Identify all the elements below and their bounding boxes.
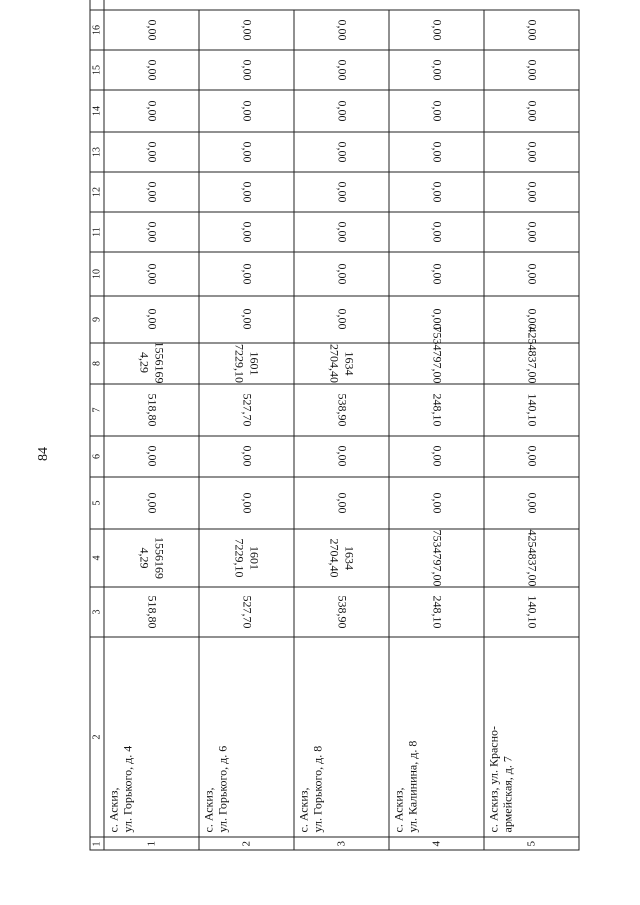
value-text: 0,00: [144, 263, 159, 285]
value-cell: [199, 296, 294, 343]
value-cell: [389, 50, 484, 90]
value-text: 140,10: [524, 595, 539, 629]
value-text: 0,00: [429, 446, 444, 467]
value-cell: [484, 587, 579, 637]
value-text: 0,00: [239, 309, 254, 330]
value-cell: [104, 587, 199, 637]
column-number: 9: [90, 296, 104, 343]
value-cell: [104, 477, 199, 529]
value-cell: [484, 326, 579, 384]
address-cell: с. Аскиз, ул. Горького, д. 4: [104, 637, 199, 837]
value-text: 1556169 4,29: [137, 537, 166, 579]
value-cell: [389, 212, 484, 252]
value-text: 0,00: [524, 221, 539, 243]
value-text: 0,00: [334, 181, 349, 203]
value-cell: [104, 343, 199, 384]
value-cell: [484, 477, 579, 529]
value-cell: [484, 529, 579, 587]
value-text: 0,00: [144, 492, 159, 514]
value-cell: [389, 252, 484, 296]
value-text: 0,00: [524, 100, 539, 122]
table-row: [294, 0, 389, 850]
value-cell: [294, 343, 389, 384]
value-cell: [199, 587, 294, 637]
value-text: 0,00: [429, 100, 444, 122]
value-text: 7534797,00: [429, 326, 444, 384]
value-text: 0,00: [334, 221, 349, 243]
value-text: 248,10: [429, 393, 444, 427]
value-cell: [294, 50, 389, 90]
column-number: 2: [90, 637, 104, 837]
value-text: 1556169 4,29: [137, 341, 166, 384]
value-cell: [484, 252, 579, 296]
row-number-cell: 5: [484, 837, 579, 850]
value-cell: [104, 90, 199, 132]
value-cell: [104, 50, 199, 90]
value-text: 0,00: [239, 141, 254, 163]
value-cell: [104, 212, 199, 252]
value-text: 4254837,00: [524, 529, 539, 587]
value-cell: [199, 212, 294, 252]
value-cell: [199, 132, 294, 172]
value-cell: [389, 10, 484, 50]
value-cell: [294, 90, 389, 132]
value-text: 0,00: [239, 181, 254, 203]
value-cell: [294, 172, 389, 212]
value-text: 0,00: [429, 492, 444, 514]
value-text: 0,00: [524, 263, 539, 285]
value-text: 0,00: [239, 59, 254, 81]
column-number: 4: [90, 529, 104, 587]
value-cell: [104, 252, 199, 296]
column-number: 8: [90, 343, 104, 384]
value-text: 0,00: [239, 19, 254, 41]
value-text: 0,00: [524, 59, 539, 81]
column-number-row: [90, 0, 104, 850]
value-cell: [484, 212, 579, 252]
table-row: [389, 0, 484, 850]
column-number: 10: [90, 252, 104, 296]
value-text: 0,00: [239, 100, 254, 122]
row-number-cell: 2: [199, 837, 294, 850]
value-cell: [104, 384, 199, 436]
column-number: 6: [90, 436, 104, 477]
value-cell: [389, 587, 484, 637]
value-cell: [389, 326, 484, 384]
value-cell: [294, 587, 389, 637]
value-text: 0,00: [144, 59, 159, 81]
value-cell: [484, 50, 579, 90]
value-text: 0,00: [429, 59, 444, 81]
value-cell: [484, 132, 579, 172]
row-number-cell: 4: [389, 837, 484, 850]
value-text: 0,00: [334, 19, 349, 41]
value-text: 538,90: [334, 595, 349, 629]
value-text: 0,00: [334, 446, 349, 467]
column-number: 13: [90, 132, 104, 172]
address-cell: с. Аскиз, ул. Калинина, д. 8: [389, 637, 484, 837]
value-text: 0,00: [524, 141, 539, 163]
value-cell: [104, 529, 199, 587]
value-cell: [199, 477, 294, 529]
value-cell: [104, 436, 199, 477]
value-text: 7534797,00: [429, 529, 444, 587]
column-number: 14: [90, 90, 104, 132]
column-number: 7: [90, 384, 104, 436]
value-text: 0,00: [429, 309, 444, 330]
value-cell: [484, 172, 579, 212]
value-text: 248,10: [429, 595, 444, 629]
value-cell: [484, 10, 579, 50]
value-cell: [104, 296, 199, 343]
table-row: [199, 0, 294, 850]
value-cell: [294, 10, 389, 50]
value-cell: [199, 252, 294, 296]
value-text: 1601 7229,10: [232, 538, 261, 578]
value-text: 0,00: [524, 181, 539, 203]
value-text: 527,70: [239, 393, 254, 427]
value-text: 0,00: [144, 221, 159, 243]
value-cell: [294, 212, 389, 252]
column-number: 16: [90, 10, 104, 50]
value-text: 0,00: [334, 100, 349, 122]
value-cell: [199, 90, 294, 132]
value-cell: [389, 132, 484, 172]
value-cell: [104, 172, 199, 212]
value-text: 1634 2704,40: [327, 538, 356, 578]
value-cell: [294, 296, 389, 343]
value-cell: [199, 172, 294, 212]
value-text: 0,00: [524, 19, 539, 41]
value-text: 0,00: [239, 221, 254, 243]
value-cell: [389, 436, 484, 477]
value-cell: [294, 529, 389, 587]
value-text: 1601 7229,10: [232, 344, 261, 383]
value-text: 1634 2704,40: [327, 344, 356, 383]
value-text: 0,00: [144, 141, 159, 163]
value-text: 0,00: [334, 141, 349, 163]
column-number: 3: [90, 587, 104, 637]
value-cell: [484, 436, 579, 477]
address-cell: с. Аскиз, ул. Горького, д. 6: [199, 637, 294, 837]
value-text: 0,00: [429, 221, 444, 243]
value-text: 0,00: [334, 59, 349, 81]
value-cell: [199, 529, 294, 587]
value-cell: [484, 90, 579, 132]
value-text: 0,00: [144, 446, 159, 467]
value-text: 0,00: [524, 492, 539, 514]
value-text: 0,00: [144, 19, 159, 41]
value-text: 0,00: [429, 263, 444, 285]
value-text: 0,00: [334, 492, 349, 514]
value-cell: [294, 252, 389, 296]
column-number: 15: [90, 50, 104, 90]
value-cell: [389, 477, 484, 529]
value-text: 0,00: [429, 141, 444, 163]
value-cell: [484, 384, 579, 436]
value-text: 518,80: [144, 595, 159, 629]
row-number-cell: 3: [294, 837, 389, 850]
value-cell: [294, 477, 389, 529]
value-cell: [294, 132, 389, 172]
address-cell: с. Аскиз, ул. Горького, д. 8: [294, 637, 389, 837]
column-number: 5: [90, 477, 104, 529]
row-number-cell: 1: [104, 837, 199, 850]
value-text: 0,00: [429, 19, 444, 41]
value-text: 0,00: [239, 492, 254, 514]
value-cell: [199, 436, 294, 477]
value-text: 538,90: [334, 393, 349, 427]
value-cell: [199, 384, 294, 436]
value-cell: [389, 90, 484, 132]
value-text: 0,00: [524, 309, 539, 330]
value-text: 0,00: [239, 263, 254, 285]
value-text: 0,00: [334, 309, 349, 330]
page-number: 84: [36, 447, 51, 461]
table-row: [484, 0, 579, 850]
column-number: [90, 0, 104, 10]
column-number: 12: [90, 172, 104, 212]
value-text: 0,00: [239, 446, 254, 467]
value-cell: [199, 10, 294, 50]
value-text: 0,00: [429, 181, 444, 203]
value-cell: [294, 384, 389, 436]
value-text: 0,00: [144, 181, 159, 203]
value-cell: [389, 172, 484, 212]
value-text: 0,00: [334, 263, 349, 285]
value-cell: [389, 384, 484, 436]
corner-cell: 1: [90, 837, 104, 850]
address-cell: с. Аскиз, ул. Красно- армейская, д. 7: [484, 637, 579, 837]
value-text: 0,00: [144, 100, 159, 122]
value-text: 140,10: [524, 393, 539, 427]
value-cell: [104, 10, 199, 50]
value-text: 0,00: [524, 446, 539, 467]
value-text: 518,80: [144, 393, 159, 427]
value-cell: [294, 436, 389, 477]
value-cell: [389, 529, 484, 587]
value-text: 4254837,00: [524, 326, 539, 384]
data-table: [89, 19, 561, 851]
column-number: 11: [90, 212, 104, 252]
value-cell: [199, 343, 294, 384]
value-text: 527,70: [239, 595, 254, 629]
value-cell: [104, 132, 199, 172]
value-cell: [199, 50, 294, 90]
value-text: 0,00: [144, 309, 159, 330]
table-row: [104, 0, 199, 850]
